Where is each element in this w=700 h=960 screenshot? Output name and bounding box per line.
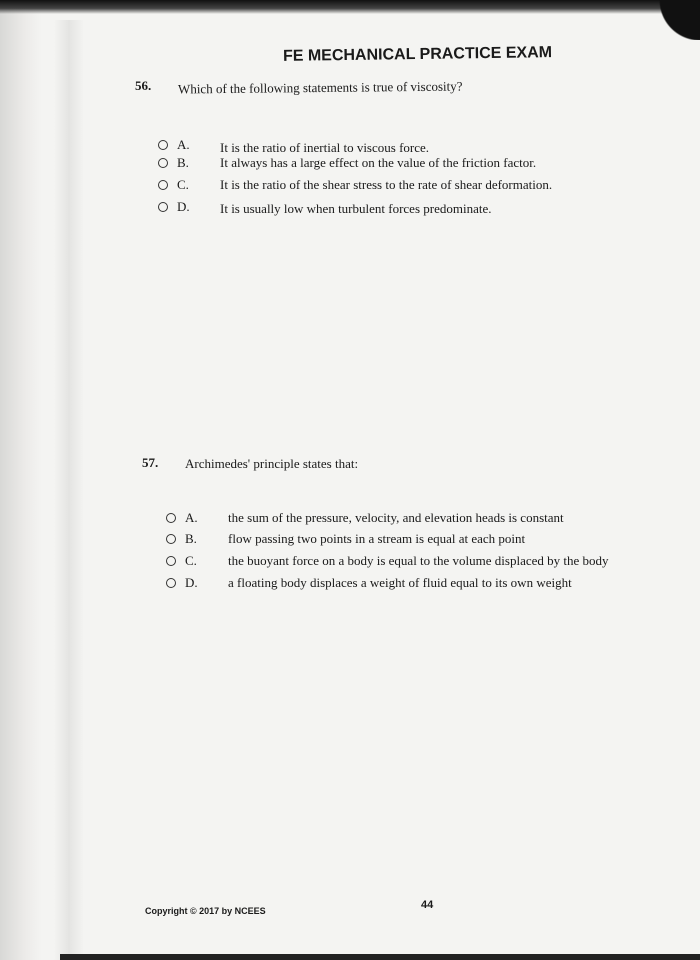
question-text: Archimedes' principle states that: bbox=[185, 456, 359, 471]
answer-option[interactable] bbox=[166, 575, 572, 591]
answer-option[interactable] bbox=[158, 155, 537, 171]
answer-option[interactable] bbox=[158, 199, 492, 216]
page-number: 44 bbox=[421, 899, 434, 911]
radio-button[interactable] bbox=[166, 556, 176, 566]
page-corner bbox=[640, 0, 700, 40]
option-letter: C. bbox=[185, 553, 197, 568]
question-text: Which of the following statements is true of viscosity? bbox=[177, 78, 463, 97]
option-text: It is usually low when turbulent forces predominate. bbox=[220, 201, 492, 216]
option-letter: B. bbox=[177, 155, 189, 170]
option-letter: C. bbox=[177, 177, 189, 192]
option-letter: D. bbox=[177, 199, 190, 214]
option-letter: A. bbox=[177, 137, 190, 152]
option-text: It is the ratio of inertial to viscous force. bbox=[220, 140, 430, 155]
answer-option[interactable] bbox=[158, 177, 553, 193]
option-letter: D. bbox=[185, 575, 198, 590]
option-text: It is the ratio of the shear stress to the rate of shear deformation. bbox=[220, 177, 553, 192]
page-top-edge bbox=[0, 0, 700, 14]
radio-button[interactable] bbox=[166, 534, 176, 544]
option-text: the buoyant force on a body is equal to the volume displaced by the body bbox=[228, 553, 609, 568]
radio-button[interactable] bbox=[158, 140, 168, 150]
option-text: a floating body displaces a weight of fluid equal to its own weight bbox=[228, 575, 572, 590]
page-bottom-edge bbox=[60, 954, 700, 960]
option-text: the sum of the pressure, velocity, and elevation heads is constant bbox=[228, 510, 564, 525]
option-letter: B. bbox=[185, 531, 197, 546]
option-text: It always has a large effect on the value of the friction factor. bbox=[220, 155, 537, 170]
page-shadow-left bbox=[0, 0, 42, 960]
radio-button[interactable] bbox=[158, 202, 168, 212]
radio-button[interactable] bbox=[166, 513, 176, 523]
option-text: flow passing two points in a stream is equal at each point bbox=[228, 531, 526, 546]
radio-button[interactable] bbox=[166, 578, 176, 588]
radio-button[interactable] bbox=[158, 180, 168, 190]
question-number: 56. bbox=[135, 78, 152, 93]
answer-option[interactable] bbox=[166, 531, 526, 547]
answer-option[interactable] bbox=[166, 510, 564, 526]
option-letter: A. bbox=[185, 510, 198, 525]
radio-button[interactable] bbox=[158, 158, 168, 168]
answer-option[interactable] bbox=[166, 553, 609, 569]
page-binding bbox=[54, 20, 84, 960]
copyright-notice: Copyright © 2017 by NCEES bbox=[145, 906, 266, 916]
page-title: FE MECHANICAL PRACTICE EXAM bbox=[282, 44, 553, 65]
answer-option[interactable] bbox=[158, 137, 430, 155]
question-number: 57. bbox=[142, 455, 159, 470]
